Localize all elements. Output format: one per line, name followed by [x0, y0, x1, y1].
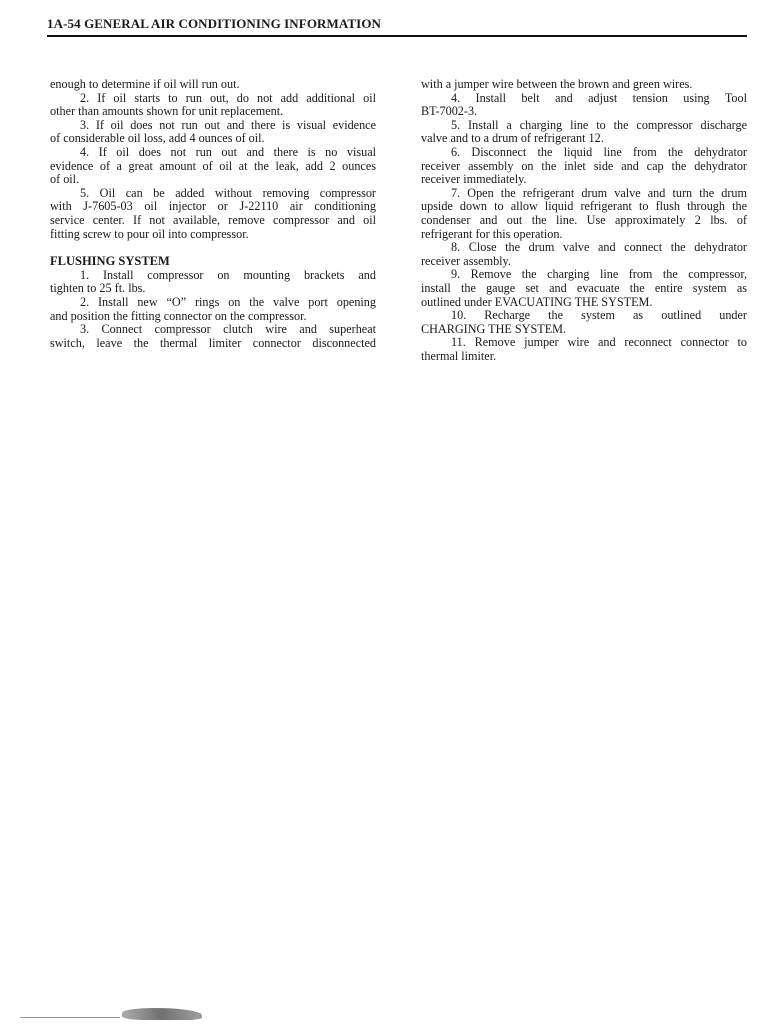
paragraph	[421, 146, 747, 187]
text-line: evidence of a great amount of oil at the leak, add 2 ounces	[50, 158, 376, 173]
text-line: enough to determine if oil will run out.	[50, 77, 240, 91]
text-line: fitting screw to pour oil into compressor.	[50, 226, 249, 241]
paragraph	[421, 309, 747, 336]
text-line: condenser and out the line. Use approximately 2 lbs. of	[421, 212, 747, 227]
text-line: BT-7002-3.	[421, 104, 478, 119]
paragraph	[50, 269, 376, 296]
section-heading-flushing-system: FLUSHING SYSTEM	[50, 254, 170, 269]
paragraph	[421, 187, 747, 241]
text-line: 8. Close the drum valve and connect the dehydrator	[451, 240, 747, 255]
text-line: of oil.	[50, 172, 80, 187]
left-column	[50, 78, 376, 350]
text-line: 4. Install belt and adjust tension using Tool	[451, 90, 747, 105]
header-rule	[47, 35, 747, 37]
text-line: 5. Install a charging line to the compressor discharge	[451, 117, 747, 132]
paragraph	[50, 296, 376, 323]
paragraph	[50, 187, 376, 241]
paragraph	[50, 323, 376, 350]
paragraph	[421, 119, 747, 146]
text-line: 7. Open the refrigerant drum valve and turn the drum	[451, 185, 747, 200]
text-line: of considerable oil loss, add 4 ounces of oil.	[50, 131, 265, 146]
text-line: 3. Connect compressor clutch wire and superheat	[80, 322, 376, 337]
text-line: and position the fitting connector on the compressor.	[50, 308, 307, 323]
paragraph	[50, 146, 376, 187]
text-line: outlined under EVACUATING THE SYSTEM.	[421, 294, 653, 309]
text-line: 3. If oil does not run out and there is visual evidence	[80, 117, 376, 132]
text-line: valve and to a drum of refrigerant 12.	[421, 131, 604, 146]
text-line: upside down to allow liquid refrigerant to flush through the	[421, 199, 747, 214]
paragraph	[421, 78, 747, 92]
text-line: CHARGING THE SYSTEM.	[421, 321, 567, 336]
text-line: 5. Oil can be added without removing compressor	[80, 185, 376, 200]
text-line: install the gauge set and evacuate the entire system as	[421, 280, 747, 295]
paragraph	[421, 92, 747, 119]
page-header: 1A-54 GENERAL AIR CONDITIONING INFORMATION	[47, 16, 382, 31]
text-line: 4. If oil does not run out and there is no visual	[80, 144, 376, 159]
text-line: other than amounts shown for unit replacement.	[50, 104, 284, 119]
paragraph	[421, 241, 747, 268]
text-line: with a jumper wire between the brown and green wires.	[421, 77, 693, 91]
scan-mark	[20, 1017, 120, 1018]
text-line: 6. Disconnect the liquid line from the dehydrator	[451, 144, 747, 159]
text-line: switch, leave the thermal limiter connector disconnected	[50, 335, 376, 350]
text-line: service center. If not available, remove compressor and oil	[50, 212, 376, 227]
paragraph	[50, 78, 376, 92]
text-line: 1. Install compressor on mounting brackets and	[80, 267, 376, 282]
text-line: 2. If oil starts to run out, do not add additional oil	[80, 90, 376, 105]
text-line: receiver immediately.	[421, 172, 527, 187]
text-line: receiver assembly on the inlet side and cap the dehydrator	[421, 158, 747, 173]
text-line: with J-7605-03 oil injector or J-22110 air conditioning	[50, 199, 376, 214]
paragraph	[421, 336, 747, 363]
text-line: 10. Recharge the system as outlined under	[451, 308, 747, 323]
text-line: 11. Remove jumper wire and reconnect connector to	[451, 335, 747, 350]
text-line: refrigerant for this operation.	[421, 226, 563, 241]
paragraph	[50, 92, 376, 119]
paragraph	[50, 119, 376, 146]
text-line: tighten to 25 ft. lbs.	[50, 281, 146, 296]
paragraph	[421, 268, 747, 309]
right-column	[421, 78, 747, 363]
text-line: 2. Install new “O” rings on the valve port opening	[80, 294, 376, 309]
text-line: thermal limiter.	[421, 348, 497, 363]
scan-smudge	[122, 1008, 202, 1020]
text-line: 9. Remove the charging line from the compressor,	[451, 267, 747, 282]
text-line: receiver assembly.	[421, 253, 511, 268]
